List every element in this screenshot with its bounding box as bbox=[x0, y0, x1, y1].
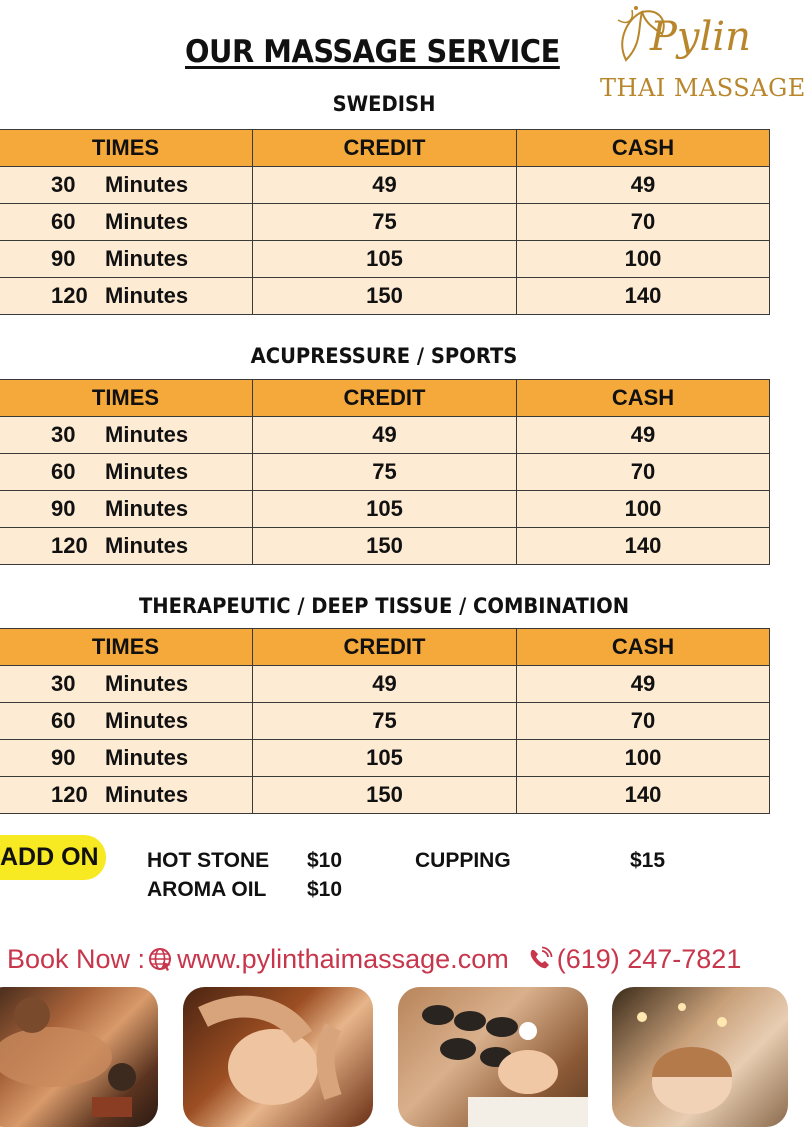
column-header-cash: CASH bbox=[517, 130, 770, 167]
addon-price: $15 bbox=[630, 849, 666, 872]
duration-number: 90 bbox=[51, 246, 76, 271]
credit-price: 150 bbox=[253, 278, 517, 315]
duration-number: 120 bbox=[51, 283, 88, 308]
time-cell bbox=[0, 703, 253, 740]
page-title: OUR MASSAGE SERVICE bbox=[185, 34, 560, 70]
cash-price: 100 bbox=[517, 740, 770, 777]
table-row bbox=[0, 454, 770, 491]
photo-illustration bbox=[612, 987, 788, 1127]
credit-price: 150 bbox=[253, 777, 517, 814]
duration-unit: Minutes bbox=[105, 496, 189, 521]
cash-price: 140 bbox=[517, 528, 770, 565]
duration-number: 120 bbox=[51, 533, 88, 558]
credit-price: 105 bbox=[253, 740, 517, 777]
photo-illustration bbox=[0, 987, 158, 1127]
section-title-therapeutic: THERAPEUTIC / DEEP TISSUE / COMBINATION bbox=[138, 594, 630, 618]
column-header-credit: CREDIT bbox=[253, 380, 517, 417]
duration-number: 30 bbox=[51, 671, 76, 696]
table-row bbox=[0, 241, 770, 278]
duration-unit: Minutes bbox=[105, 246, 189, 271]
column-header-times: TIMES bbox=[0, 130, 253, 167]
credit-price: 49 bbox=[253, 666, 517, 703]
logo-subtitle: THAI MASSAGE bbox=[600, 74, 806, 102]
cash-price: 140 bbox=[517, 777, 770, 814]
time-cell bbox=[0, 777, 253, 814]
column-header-cash: CASH bbox=[517, 380, 770, 417]
price-table-swedish bbox=[0, 129, 770, 315]
credit-price: 150 bbox=[253, 528, 517, 565]
table-row bbox=[0, 528, 770, 565]
credit-price: 75 bbox=[253, 454, 517, 491]
table-header-row bbox=[0, 629, 770, 666]
table-header-row bbox=[0, 130, 770, 167]
photo-illustration bbox=[398, 987, 588, 1127]
table-row bbox=[0, 666, 770, 703]
duration-number: 90 bbox=[51, 745, 76, 770]
table-row bbox=[0, 417, 770, 454]
massage-photo-hot-stone bbox=[398, 987, 588, 1127]
phone-icon bbox=[527, 946, 553, 972]
time-cell bbox=[0, 491, 253, 528]
duration-unit: Minutes bbox=[105, 708, 189, 733]
cash-price: 70 bbox=[517, 204, 770, 241]
duration-unit: Minutes bbox=[105, 533, 189, 558]
duration-number: 60 bbox=[51, 708, 76, 733]
photo-illustration bbox=[183, 987, 373, 1127]
logo-script-text: Pylin bbox=[650, 14, 751, 60]
duration-unit: Minutes bbox=[105, 172, 189, 197]
cash-price: 70 bbox=[517, 703, 770, 740]
duration-number: 60 bbox=[51, 209, 76, 234]
website-link[interactable]: www.pylinthaimassage.com bbox=[177, 943, 509, 974]
table-row bbox=[0, 167, 770, 204]
time-cell bbox=[0, 740, 253, 777]
time-cell bbox=[0, 666, 253, 703]
cash-price: 100 bbox=[517, 491, 770, 528]
addon-label-badge: ADD ON bbox=[0, 835, 106, 880]
addon-price: $10 bbox=[307, 849, 343, 872]
duration-unit: Minutes bbox=[105, 671, 189, 696]
addon-name: HOT STONE bbox=[147, 849, 270, 872]
cash-price: 70 bbox=[517, 454, 770, 491]
price-table-acupressure bbox=[0, 379, 770, 565]
column-header-cash: CASH bbox=[517, 629, 770, 666]
time-cell bbox=[0, 528, 253, 565]
table-header-row bbox=[0, 380, 770, 417]
massage-photo-hot-oil bbox=[0, 987, 158, 1127]
duration-number: 30 bbox=[51, 172, 76, 197]
section-title-acupressure: ACUPRESSURE / SPORTS bbox=[250, 344, 518, 368]
duration-unit: Minutes bbox=[105, 745, 189, 770]
credit-price: 75 bbox=[253, 204, 517, 241]
cash-price: 49 bbox=[517, 666, 770, 703]
addon-name: AROMA OIL bbox=[147, 878, 267, 901]
time-cell bbox=[0, 417, 253, 454]
cash-price: 140 bbox=[517, 278, 770, 315]
table-row bbox=[0, 204, 770, 241]
table-row bbox=[0, 740, 770, 777]
duration-number: 30 bbox=[51, 422, 76, 447]
column-header-times: TIMES bbox=[0, 629, 253, 666]
table-row bbox=[0, 703, 770, 740]
duration-unit: Minutes bbox=[105, 782, 189, 807]
duration-unit: Minutes bbox=[105, 209, 189, 234]
credit-price: 49 bbox=[253, 167, 517, 204]
duration-number: 90 bbox=[51, 496, 76, 521]
logo bbox=[598, 0, 806, 104]
duration-unit: Minutes bbox=[105, 422, 189, 447]
time-cell bbox=[0, 454, 253, 491]
credit-price: 105 bbox=[253, 241, 517, 278]
addon-price: $10 bbox=[307, 878, 343, 901]
price-table-therapeutic bbox=[0, 628, 770, 814]
table-row bbox=[0, 491, 770, 528]
time-cell bbox=[0, 278, 253, 315]
table-row bbox=[0, 777, 770, 814]
cash-price: 100 bbox=[517, 241, 770, 278]
cash-price: 49 bbox=[517, 167, 770, 204]
credit-price: 49 bbox=[253, 417, 517, 454]
globe-icon bbox=[147, 946, 173, 972]
table-row bbox=[0, 278, 770, 315]
addon-name: CUPPING bbox=[415, 849, 511, 872]
book-now-label: Book Now : bbox=[7, 943, 146, 974]
massage-photo-relax bbox=[612, 987, 788, 1127]
time-cell bbox=[0, 241, 253, 278]
time-cell bbox=[0, 167, 253, 204]
credit-price: 75 bbox=[253, 703, 517, 740]
massage-photo-facial bbox=[183, 987, 373, 1127]
duration-number: 60 bbox=[51, 459, 76, 484]
credit-price: 105 bbox=[253, 491, 517, 528]
column-header-times: TIMES bbox=[0, 380, 253, 417]
duration-unit: Minutes bbox=[105, 283, 189, 308]
duration-unit: Minutes bbox=[105, 459, 189, 484]
phone-number[interactable]: (619) 247-7821 bbox=[556, 943, 742, 974]
time-cell bbox=[0, 204, 253, 241]
column-header-credit: CREDIT bbox=[253, 130, 517, 167]
section-title-swedish: SWEDISH bbox=[332, 92, 436, 116]
duration-number: 120 bbox=[51, 782, 88, 807]
booking-line bbox=[7, 940, 741, 978]
column-header-credit: CREDIT bbox=[253, 629, 517, 666]
cash-price: 49 bbox=[517, 417, 770, 454]
